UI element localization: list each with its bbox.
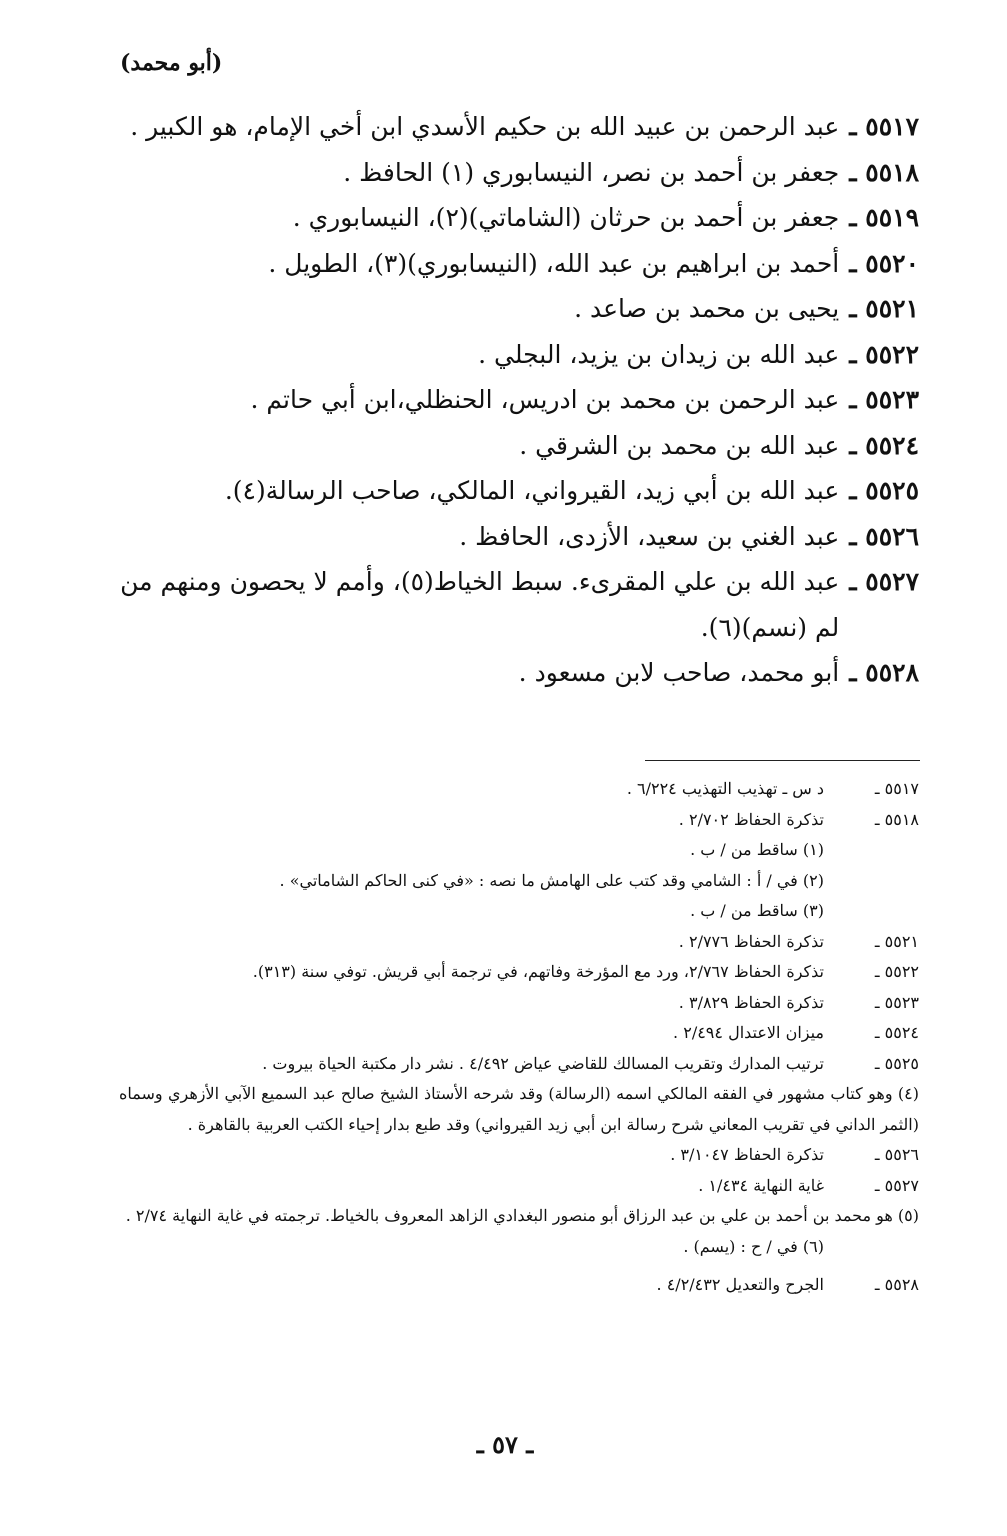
entry-number: ٥٥١٨ ـ	[849, 157, 919, 187]
footnote-text: تذكرة الحفاظ ٢/٧٦٧، ورد مع المؤرخة وفاتهم، في ترجمة أبي قريش. توفي سنة (٣١٣).	[252, 962, 824, 981]
entry	[119, 559, 919, 650]
footnote-text: (٢) في / أ : الشامي وقد كتب على الهامش ما نصه : «في كنى الحاكم الشاماتي» .	[279, 870, 824, 890]
entry-text: عبد الرحمن بن محمد بن ادريس، الحنظلي،ابن أبي حاتم .	[250, 385, 840, 414]
entry-number: ٥٥٢٣ ـ	[849, 385, 919, 414]
footnote	[119, 1232, 919, 1263]
footnote-ref: ٥٥٢٥ ـ	[874, 1053, 919, 1073]
entry-text: عبد الغني بن سعيد، الأزدى، الحافظ .	[459, 521, 840, 551]
footnote-divider	[645, 760, 920, 761]
footnote-text: غاية النهاية ١/٤٣٤ .	[698, 1175, 824, 1195]
page-number: ـ ٥٧ ـ	[476, 1430, 534, 1459]
entry-number: ٥٥٢١ ـ	[849, 294, 919, 323]
entry	[119, 514, 919, 560]
entry	[119, 241, 919, 287]
footnote-text: تذكرة الحفاظ ٣/٨٢٩ .	[678, 992, 824, 1012]
footnote-ref: ٥٥٢٦ ـ	[874, 1145, 919, 1164]
footnote	[119, 805, 919, 836]
entry-number: ٥٥٢٨ ـ	[849, 658, 919, 687]
footnote	[119, 1140, 919, 1171]
footnote	[119, 774, 919, 805]
entry-text: عبد الله بن محمد بن الشرقي .	[519, 430, 840, 460]
footnote-text: تذكرة الحفاظ ٢/٧٧٦ .	[678, 931, 824, 951]
entry-text: عبد الله بن زيدان بن يزيد، البجلي .	[478, 339, 840, 369]
footnote	[119, 1018, 919, 1049]
footnote	[119, 1270, 919, 1301]
footnote	[119, 927, 919, 958]
footnote	[119, 957, 919, 988]
footnote-ref: ٥٥٢٨ ـ	[874, 1275, 919, 1294]
entry-number: ٥٥١٩ ـ	[849, 203, 919, 232]
footnote-text: (٣) ساقط من / ب .	[690, 901, 824, 920]
footnote	[119, 1171, 919, 1202]
footnote-ref: ٥٥٢١ ـ	[874, 931, 919, 951]
footnote-text: (١) ساقط من / ب .	[690, 840, 824, 859]
entry-number: ٥٥٢٦ ـ	[849, 521, 919, 551]
footnote	[119, 866, 919, 897]
footnote-ref: ٥٥٢٧ ـ	[874, 1175, 919, 1195]
entry-number: ٥٥٢٥ ـ	[849, 476, 919, 505]
footnote-text: الجرح والتعديل ٤/٢/٤٣٢ .	[656, 1275, 824, 1294]
entry	[119, 650, 919, 696]
footnote-ref: ٥٥١٧ ـ	[874, 779, 919, 798]
footnote	[119, 896, 919, 927]
footnote-text: د س ـ تهذيب التهذيب ٦/٢٢٤ .	[626, 779, 824, 798]
entry-text: أبو محمد، صاحب لابن مسعود .	[518, 658, 840, 687]
footnote-text: (٦) في / ح : (يسم) .	[683, 1236, 824, 1256]
footnote	[119, 1201, 919, 1232]
running-head: (أبو محمد)	[120, 50, 223, 76]
footnote	[119, 1049, 919, 1080]
footnote-text: ترتيب المدارك وتقريب المسالك للقاضي عياض ٤/٤٩٢ . نشر دار مكتبة الحياة بيروت .	[262, 1053, 824, 1073]
footnote-ref: ٥٥٢٢ ـ	[874, 962, 919, 981]
entry	[119, 332, 919, 378]
footnote	[119, 988, 919, 1019]
footnote	[119, 835, 919, 866]
footnote-ref: ٥٥١٨ ـ	[874, 809, 919, 829]
entry-text: عبد الرحمن بن عبيد الله بن حكيم الأسدي ابن أخي الإمام، هو الكبير .	[130, 112, 840, 141]
entry-number: ٥٥٢٧ ـ	[849, 567, 919, 596]
entry-text: عبد الله بن أبي زيد، القيرواني، المالكي، صاحب الرسالة(٤).	[224, 476, 840, 505]
footnote-text: (٥) هو محمد بن أحمد بن علي بن عبد الرزاق أبو منصور البغدادي الزاهد المعروف بالخياط. ترجمته في غاية النهاية ٢/٧٤ .	[125, 1206, 919, 1225]
entry-text: يحيى بن محمد بن صاعد .	[574, 294, 840, 323]
entries-list	[119, 104, 919, 696]
entry-number: ٥٥٢٢ ـ	[849, 339, 919, 369]
entry-text: عبد الله بن علي المقرىء. سبط الخياط(٥)، وأمم لا يحصون ومنهم من لم (نسم)(٦).	[120, 567, 840, 642]
entry-text: جعفر بن أحمد بن حرثان (الشاماتي)(٢)، النيسابوري .	[292, 203, 840, 232]
entry	[119, 195, 919, 241]
entry	[119, 150, 919, 196]
footnote-ref: ٥٥٢٣ ـ	[874, 992, 919, 1012]
footnote-ref: ٥٥٢٤ ـ	[874, 1023, 919, 1042]
entry-text: جعفر بن أحمد بن نصر، النيسابوري (١) الحافظ .	[343, 157, 840, 187]
entry	[119, 468, 919, 514]
entry	[119, 286, 919, 332]
footnote-text: تذكرة الحفاظ ٢/٧٠٢ .	[678, 809, 824, 829]
footnote-text: تذكرة الحفاظ ٣/١٠٤٧ .	[670, 1145, 824, 1164]
entry	[119, 104, 919, 150]
footnote	[119, 1079, 919, 1140]
entry-text: أحمد بن ابراهيم بن عبد الله، (النيسابوري)(٣)، الطويل .	[268, 248, 840, 278]
footnote-text: ميزان الاعتدال ٢/٤٩٤ .	[673, 1023, 824, 1042]
entry-number: ٥٥٢٠ ـ	[849, 248, 919, 278]
entry	[119, 423, 919, 469]
footnote-text: (٤) وهو كتاب مشهور في الفقه المالكي اسمه (الرسالة) وقد شرحه الأستاذ الشيخ صالح عبد السميع الآبي الأزهري وسماه (الثمر الداني في تقريب المعاني شرح رسالة ابن أبي زيد القيرواني) وقد طبع بدار إحياء الكتب العربية بالقاهرة .	[119, 1084, 919, 1134]
footnotes-list	[119, 774, 919, 1301]
entry	[119, 377, 919, 423]
entry-number: ٥٥٢٤ ـ	[849, 430, 919, 460]
entry-number: ٥٥١٧ ـ	[849, 112, 919, 141]
